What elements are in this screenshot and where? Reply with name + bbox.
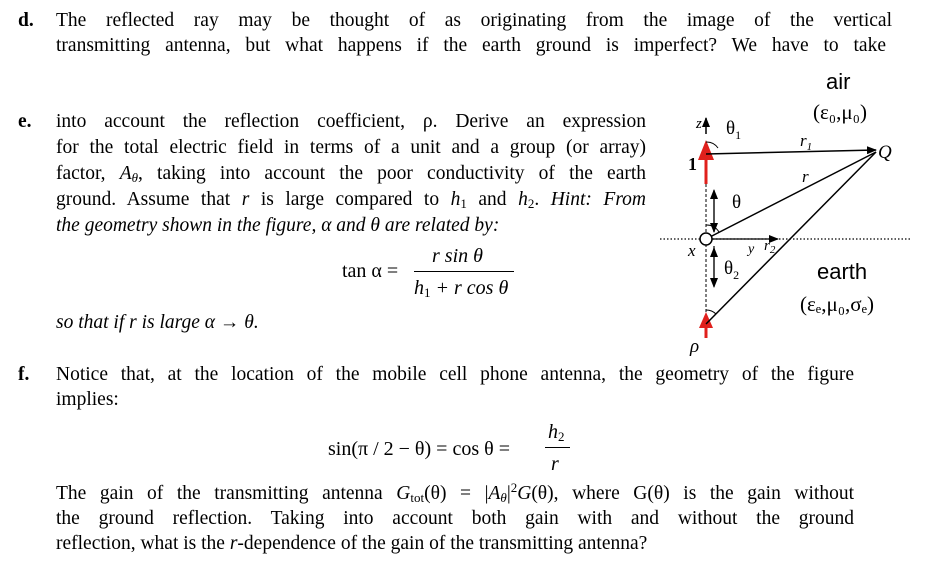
y-label: y xyxy=(748,242,755,257)
x-label: x xyxy=(688,241,696,260)
section-f-line-2: implies: xyxy=(56,389,119,410)
section-d-line-2: transmitting antenna, but what happens if the earth ground is imperfect? We have to take xyxy=(56,35,886,56)
section-e-line-6: so that if r is large α → θ. xyxy=(56,312,259,333)
section-f-line-1: Notice that, at the location of the mobile cell phone antenna, the geometry of the figure xyxy=(56,364,854,385)
tan-alpha-numerator: r sin θ xyxy=(432,245,483,267)
section-e-line-3: factor, $A_\theta$, taking into account the poor conductivity of the earth xyxy=(56,163,647,185)
theta2-arc xyxy=(706,310,716,314)
theta2-label: $\theta_2$ xyxy=(724,258,740,282)
air-label: air xyxy=(826,69,851,94)
section-f-paragraph-line-2: the ground reflection. Taking into account both gain with and without the ground xyxy=(56,508,854,529)
r-label: r xyxy=(802,167,809,186)
sin-equation-denominator: r xyxy=(551,453,559,475)
section-e-line-4: ground. Assume that r is large compared to $h_1$ and $h_2$. Hint: From xyxy=(56,189,647,211)
source-label-1: 1 xyxy=(688,154,697,174)
section-d-label: d. xyxy=(18,10,34,31)
theta-label: θ xyxy=(732,192,742,213)
section-f-paragraph-line-3: reflection, what is the r-dependence of the gain of the transmitting antenna? xyxy=(56,533,648,554)
earth-label: earth xyxy=(817,259,868,284)
rho-label: ρ xyxy=(690,336,700,357)
origin-marker xyxy=(700,233,712,245)
section-e-line-5: the geometry shown in the figure, α and θ are related by: xyxy=(56,215,500,236)
tan-alpha-lhs: tan α = xyxy=(342,260,399,282)
r1-label: $r_1$ xyxy=(800,131,813,153)
sin-equation-fraction-bar xyxy=(545,447,570,448)
air-parameters: (ε₀,μ₀) xyxy=(813,100,867,124)
theta1-label: $\theta_1$ xyxy=(726,118,742,142)
antenna-geometry-figure xyxy=(640,62,930,362)
sin-cos-equation-lhs: sin(π / 2 − θ) = cos θ = xyxy=(328,438,510,460)
tan-alpha-denominator: $h_1 + r$ cos θ xyxy=(414,277,509,300)
section-e-line-2: for the total electric field in terms of a unit and a group (or array) xyxy=(56,137,646,158)
section-f-paragraph-line-1: The gain of the transmitting antenna $G_{tot}(\theta) = |A_\theta|^2G(\theta)$, where G(θ) is the gain without xyxy=(56,480,854,505)
Q-label: Q xyxy=(878,142,892,163)
section-d-line-1: The reflected ray may be thought of as originating from the image of the vertical xyxy=(56,10,892,31)
tan-alpha-fraction-bar xyxy=(414,271,514,272)
section-e-label: e. xyxy=(18,111,32,132)
section-e-line-1: into account the reflection coefficient, ρ. Derive an expression xyxy=(56,111,646,132)
section-f-label: f. xyxy=(18,364,30,385)
ray-r1 xyxy=(706,150,876,154)
z-label: z xyxy=(696,116,702,132)
earth-parameters: (εₑ,μ₀,σₑ) xyxy=(800,292,874,316)
sin-equation-numerator: $h_2$ xyxy=(548,421,565,444)
theta-arc xyxy=(706,225,719,232)
r2-label: $r_2$ xyxy=(764,238,776,256)
